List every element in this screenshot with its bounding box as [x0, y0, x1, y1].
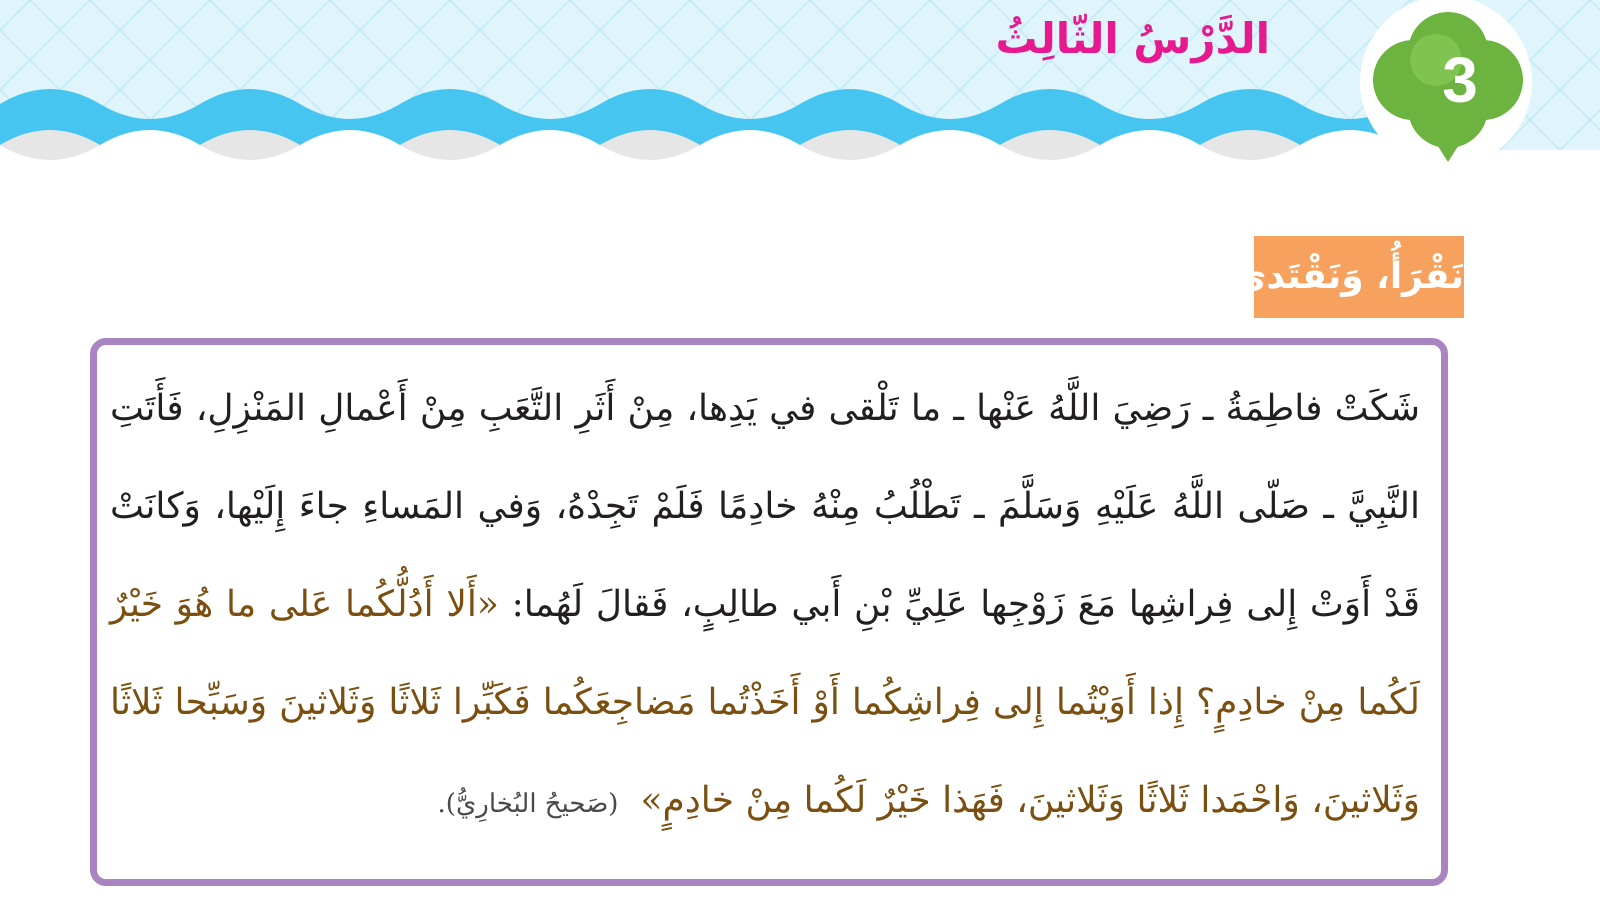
passage-text	[110, 360, 1420, 853]
section-label: نَقْرَأُ، وَنَقْتَدي:	[1254, 236, 1464, 318]
lesson-title: الدَّرْسُ الثّالِثُ	[995, 14, 1270, 63]
narration-text: شَكَتْ فاطِمَةُ ـ رَضِيَ اللَّهُ عَنْها ـ ما تَلْقى في يَدِها، مِنْ أَثَرِ التَّعَبِ مِنْ أَعْمالِ المَنْزِلِ، فَأَتَتِ النَّبِيَّ ـ صَلّى اللَّهُ عَلَيْهِ وَسَلَّمَ ـ تَطْلُبُ مِنْهُ خادِمًا فَلَمْ تَجِدْهُ، وَفي المَساءِ جاءَ إِلَيْها، وَكانَتْ قَدْ أَوَتْ إِلى فِراشِها مَعَ زَوْجِها عَلِيِّ بْنِ أَبي طالِبٍ، فَقالَ لَهُما:	[110, 388, 1420, 625]
hadith-source: (صَحيحُ البُخارِيُّ).	[437, 789, 619, 819]
lesson-number: 3	[1442, 44, 1478, 116]
hadith-quote: «أَلا أَدُلُّكُما عَلى ما هُوَ خَيْرٌ لَكُما مِنْ خادِمٍ؟ إِذا أَوَيْتُما إِلى فِراشِكُما أَوْ أَخَذْتُما مَضاجِعَكُما فَكَبِّرا ثَلاثًا وَثَلاثينَ وَسَبِّحا ثَلاثًا وَثَلاثينَ، وَاحْمَدا ثَلاثًا وَثَلاثينَ، فَهَذا خَيْرٌ لَكُما مِنْ خادِمٍ»	[110, 584, 1420, 821]
